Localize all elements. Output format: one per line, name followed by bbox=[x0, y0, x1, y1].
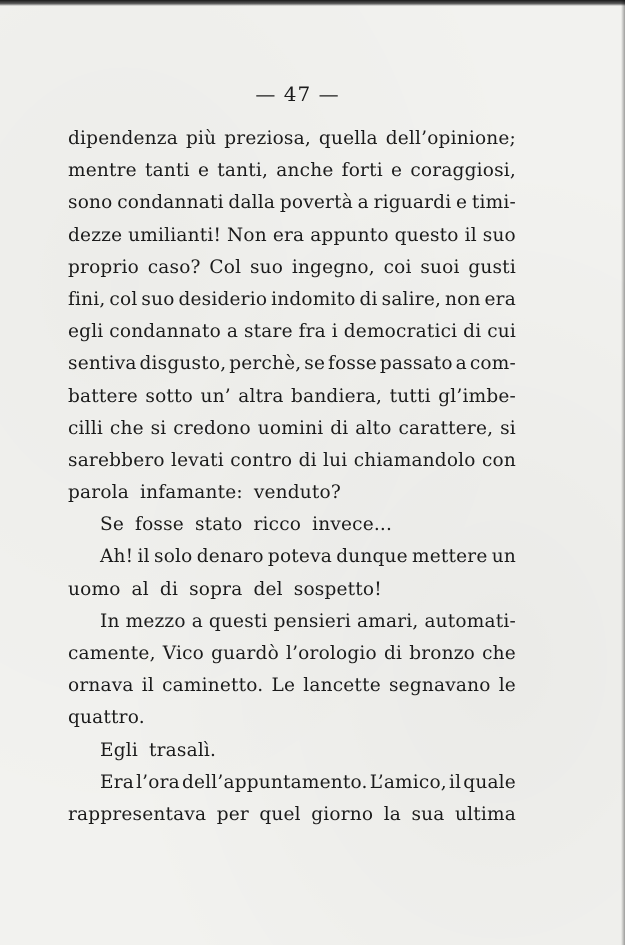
text-line bbox=[68, 284, 516, 316]
word: solo bbox=[154, 546, 193, 568]
word: gl’imbe- bbox=[438, 385, 516, 407]
word: preziosa, bbox=[224, 128, 311, 149]
text-line bbox=[68, 702, 516, 734]
word: indomito bbox=[271, 288, 356, 310]
text-line bbox=[68, 509, 516, 541]
word: l’orologio bbox=[285, 643, 377, 664]
word: cui bbox=[487, 321, 516, 343]
word: stare bbox=[243, 321, 293, 343]
word: Se bbox=[100, 514, 125, 536]
word: lui bbox=[323, 449, 348, 471]
page-top-edge bbox=[0, 0, 625, 6]
word: fosse bbox=[135, 514, 184, 536]
word: suo bbox=[249, 256, 284, 278]
text-line bbox=[68, 638, 516, 670]
word: ricco bbox=[253, 514, 302, 536]
page-number: — 47 — bbox=[255, 82, 340, 106]
word: più bbox=[185, 128, 217, 149]
word: con bbox=[481, 449, 516, 471]
text-line bbox=[68, 670, 516, 702]
text-line bbox=[68, 735, 516, 767]
word: lancette bbox=[303, 675, 381, 697]
word: suoi bbox=[420, 256, 460, 278]
word: quella bbox=[318, 128, 378, 149]
word: le bbox=[498, 675, 516, 697]
word: condannato bbox=[109, 321, 222, 343]
word: a bbox=[455, 353, 467, 375]
word: sua bbox=[411, 803, 445, 825]
word: mettere bbox=[412, 546, 488, 568]
word: alto bbox=[355, 417, 392, 439]
word: giorno bbox=[311, 803, 374, 825]
word: riguardi bbox=[373, 192, 452, 214]
word: segnavano bbox=[388, 675, 491, 697]
word: infamante: bbox=[140, 482, 243, 504]
text-line bbox=[68, 477, 516, 509]
word: quel bbox=[259, 803, 301, 825]
word: questo bbox=[394, 224, 459, 246]
text-line bbox=[68, 123, 516, 155]
word: mezzo bbox=[125, 610, 186, 632]
word: quale bbox=[463, 771, 516, 793]
word: bronzo bbox=[409, 643, 476, 664]
word: tanti bbox=[145, 160, 190, 182]
word: di bbox=[159, 578, 179, 600]
word: forti bbox=[341, 160, 383, 182]
word: condannati bbox=[117, 192, 224, 214]
text-line bbox=[68, 381, 516, 413]
word: umilianti! bbox=[128, 224, 222, 246]
text-line bbox=[68, 220, 516, 252]
word: non bbox=[445, 288, 481, 310]
word: al bbox=[131, 578, 149, 600]
word: povertà bbox=[279, 192, 353, 214]
word: pensieri bbox=[273, 610, 352, 632]
word: salire, bbox=[381, 288, 442, 310]
word: In bbox=[100, 610, 120, 632]
word: a bbox=[191, 610, 203, 632]
word: desiderio bbox=[178, 288, 268, 310]
word: questi bbox=[208, 610, 268, 632]
word: quattro. bbox=[68, 707, 145, 729]
word: un bbox=[491, 546, 516, 568]
word: contro bbox=[230, 449, 293, 471]
text-line bbox=[68, 155, 516, 187]
word: era bbox=[484, 288, 516, 310]
body-text bbox=[68, 123, 516, 831]
word: carattere, bbox=[398, 417, 494, 439]
word: Col bbox=[209, 256, 242, 278]
word: timi- bbox=[471, 192, 516, 214]
word: invece... bbox=[312, 514, 393, 536]
text-line bbox=[68, 252, 516, 284]
text-line bbox=[68, 445, 516, 477]
page-right-edge bbox=[621, 0, 625, 945]
word: Vico bbox=[162, 643, 205, 664]
word: dell’appuntamento. bbox=[181, 771, 368, 793]
word: Non bbox=[227, 224, 267, 246]
word: caso? bbox=[147, 256, 201, 278]
word: dipendenza bbox=[68, 128, 178, 149]
word: dunque bbox=[336, 546, 408, 568]
word: suo bbox=[141, 288, 175, 310]
word: levati bbox=[171, 449, 224, 471]
word: si bbox=[500, 417, 516, 439]
text-line bbox=[68, 767, 516, 799]
word: caminetto. bbox=[162, 675, 264, 697]
word: il bbox=[464, 224, 477, 246]
word: un’ bbox=[200, 385, 231, 407]
word: sentiva bbox=[68, 353, 137, 375]
word: che bbox=[109, 417, 144, 439]
word: di bbox=[330, 417, 349, 439]
word: sopra bbox=[189, 578, 243, 600]
text-line bbox=[68, 541, 516, 573]
word: Le bbox=[271, 675, 296, 697]
word: amari, bbox=[357, 610, 419, 632]
word: sotto bbox=[145, 385, 194, 407]
word: appunto bbox=[310, 224, 389, 246]
word: col bbox=[109, 288, 138, 310]
word: ultima bbox=[454, 803, 516, 825]
word: tutti bbox=[389, 385, 431, 407]
word: venduto? bbox=[253, 482, 341, 504]
word: il bbox=[141, 675, 154, 697]
word: fini, bbox=[68, 288, 106, 310]
word: Era bbox=[100, 771, 134, 793]
word: gusti bbox=[468, 256, 516, 278]
word: che bbox=[482, 643, 516, 664]
text-line bbox=[68, 316, 516, 348]
word: per bbox=[216, 803, 249, 825]
word: fra bbox=[298, 321, 326, 343]
word: e bbox=[197, 160, 210, 182]
word: di bbox=[298, 449, 317, 471]
word: mentre bbox=[68, 160, 137, 182]
word: disgusto, bbox=[139, 353, 227, 375]
word: a bbox=[357, 192, 369, 214]
word: e bbox=[456, 192, 468, 214]
word: uomo bbox=[68, 578, 121, 600]
word: dalla bbox=[228, 192, 276, 214]
word: dell’opinione; bbox=[385, 128, 516, 149]
word: credono bbox=[173, 417, 251, 439]
text-line bbox=[68, 574, 516, 606]
word: suo bbox=[482, 224, 516, 246]
word: egli bbox=[68, 321, 104, 343]
word: stato bbox=[194, 514, 243, 536]
word: coraggiosi, bbox=[410, 160, 516, 182]
word: si bbox=[150, 417, 167, 439]
word: sarebbero bbox=[68, 449, 165, 471]
word: camente, bbox=[68, 643, 156, 664]
word: e bbox=[391, 160, 403, 182]
word: passato bbox=[379, 353, 453, 375]
word: sospetto! bbox=[293, 578, 382, 600]
word: sono bbox=[68, 192, 113, 214]
text-line bbox=[68, 348, 516, 380]
word: guardò bbox=[211, 643, 279, 664]
word: proprio bbox=[68, 256, 139, 278]
word: coi bbox=[383, 256, 412, 278]
word: trasalì. bbox=[148, 739, 217, 761]
word: poteva bbox=[267, 546, 332, 568]
word: L’amico, bbox=[369, 771, 447, 793]
word: com- bbox=[469, 353, 516, 375]
word: altra bbox=[238, 385, 284, 407]
word: anche bbox=[276, 160, 334, 182]
word: se bbox=[304, 353, 326, 375]
word: di bbox=[383, 643, 403, 664]
word: rappresentava bbox=[68, 803, 207, 825]
word: automati- bbox=[424, 610, 516, 632]
word: uomini bbox=[257, 417, 324, 439]
word: Egli bbox=[100, 739, 138, 761]
word: del bbox=[253, 578, 283, 600]
word: era bbox=[272, 224, 305, 246]
word: di bbox=[463, 321, 482, 343]
word: i bbox=[331, 321, 338, 343]
text-line bbox=[68, 799, 516, 831]
word: ornava bbox=[68, 675, 134, 697]
word: l’ora bbox=[136, 771, 180, 793]
word: dezze bbox=[68, 224, 123, 246]
word: fosse bbox=[328, 353, 377, 375]
word: perchè, bbox=[229, 353, 302, 375]
word: tanti, bbox=[217, 160, 269, 182]
word: bandiera, bbox=[291, 385, 383, 407]
text-line bbox=[68, 606, 516, 638]
word: il bbox=[137, 546, 150, 568]
text-line bbox=[68, 413, 516, 445]
word: la bbox=[383, 803, 402, 825]
word: cilli bbox=[68, 417, 104, 439]
word: battere bbox=[68, 385, 138, 407]
word: chiamandolo bbox=[353, 449, 476, 471]
text-line bbox=[68, 187, 516, 219]
word: parola bbox=[68, 482, 129, 504]
word: Ah! bbox=[100, 546, 134, 568]
word: ingegno, bbox=[291, 256, 375, 278]
word: democratici bbox=[343, 321, 458, 343]
word: di bbox=[359, 288, 378, 310]
word: il bbox=[448, 771, 462, 793]
word: denaro bbox=[196, 546, 264, 568]
word: a bbox=[226, 321, 239, 343]
